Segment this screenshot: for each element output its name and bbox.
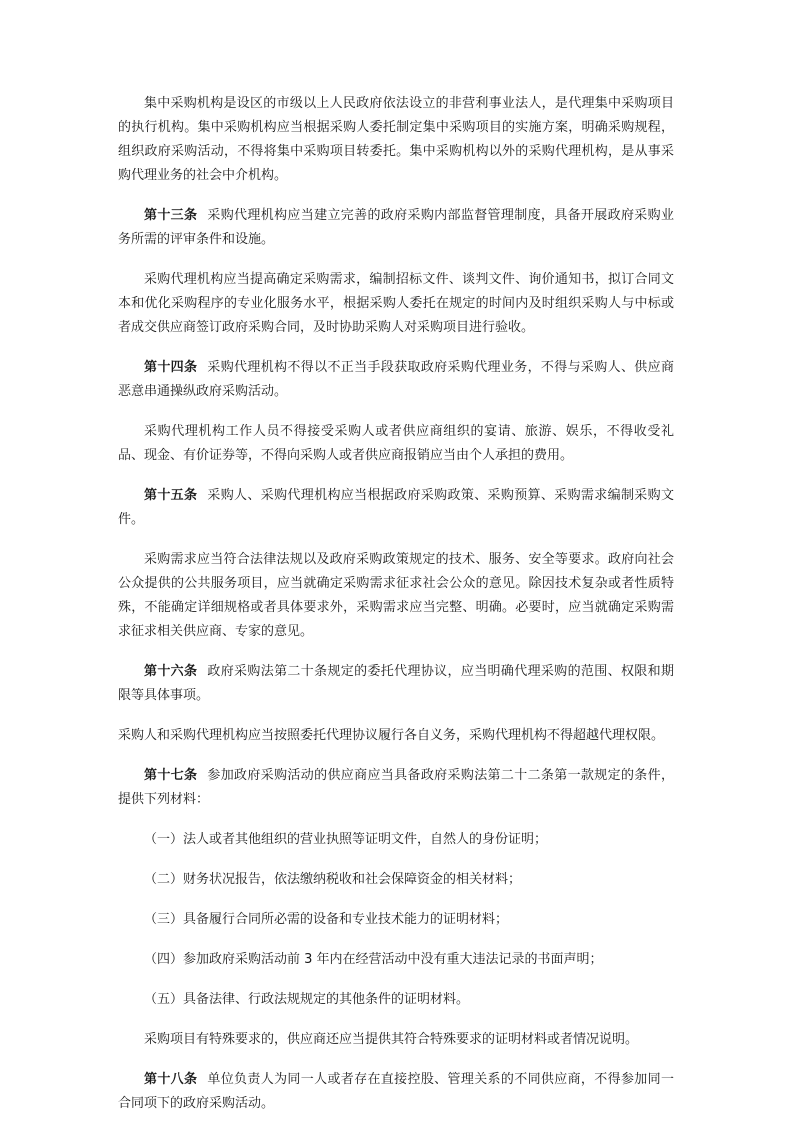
paragraph-intro: [118, 92, 674, 188]
list-item: [118, 948, 674, 972]
paragraph-article-18: [118, 1068, 674, 1116]
paragraph-article-13: [118, 204, 674, 252]
paragraph-text: 参加政府采购活动的供应商应当具备政府采购法第二十二条第一款规定的条件，提供下列材料：: [118, 768, 674, 807]
article-number: 第十七条: [144, 768, 198, 783]
list-item: [118, 988, 674, 1012]
list-item-text: （五）具备法律、行政法规规定的其他条件的证明材料。: [144, 992, 470, 1007]
list-item-text: （二）财务状况报告，依法缴纳税收和社会保障资金的相关材料；: [144, 872, 522, 887]
list-item: [118, 828, 674, 852]
article-number: 第十三条: [144, 208, 198, 223]
paragraph-text: 单位负责人为同一人或者存在直接控股、管理关系的不同供应商，不得参加同一合同项下的政府采购活动。: [118, 1072, 674, 1111]
paragraph-text: 采购代理机构应当提高确定采购需求，编制招标文件、谈判文件、询价通知书，拟订合同文本和优化采购程序的专业化服务水平，根据采购人委托在规定的时间内及时组织采购人与中标或者成交供应商签订政府采购合同，及时协助采购人对采购项目进行验收。: [118, 272, 674, 335]
list-item-text: （三）具备履行合同所必需的设备和专业技术能力的证明材料；: [144, 912, 509, 927]
list-item: [118, 868, 674, 892]
paragraph: [118, 548, 674, 644]
paragraph-text: 采购代理机构应当建立完善的政府采购内部监督管理制度，具备开展政府采购业务所需的评审条件和设施。: [118, 208, 674, 247]
paragraph-text: 采购代理机构不得以不正当手段获取政府采购代理业务，不得与采购人、供应商恶意串通操纵政府采购活动。: [118, 360, 674, 399]
paragraph-text: 采购人、采购代理机构应当根据政府采购政策、采购预算、采购需求编制采购文件。: [118, 488, 674, 527]
paragraph-text: 采购人和采购代理机构应当按照委托代理协议履行各自义务，采购代理机构不得超越代理权限。: [118, 728, 665, 743]
paragraph: [118, 268, 674, 340]
paragraph-article-14: [118, 356, 674, 404]
article-number: 第十五条: [144, 488, 198, 503]
paragraph-article-16: [118, 660, 674, 708]
list-item-text: （四）参加政府采购活动前 3 年内在经营活动中没有重大违法记录的书面声明；: [144, 952, 603, 967]
paragraph-text: 政府采购法第二十条规定的委托代理协议，应当明确代理采购的范围、权限和期限等具体事项。: [118, 664, 674, 703]
list-item-text: （一）法人或者其他组织的营业执照等证明文件，自然人的身份证明；: [144, 832, 548, 847]
list-item: [118, 908, 674, 932]
paragraph: [118, 420, 674, 468]
paragraph-text: 采购项目有特殊要求的，供应商还应当提供其符合特殊要求的证明材料或者情况说明。: [144, 1032, 639, 1047]
paragraph-article-17: [118, 764, 674, 812]
paragraph-text: 集中采购机构是设区的市级以上人民政府依法设立的非营利事业法人，是代理集中采购项目的执行机构。集中采购机构应当根据采购人委托制定集中采购项目的实施方案，明确采购规程，组织政府采购活动，不得将集中采购项目转委托。集中采购机构以外的采购代理机构，是从事采购代理业务的社会中介机构。: [118, 96, 674, 183]
article-number: 第十六条: [144, 664, 198, 679]
paragraph: [118, 724, 674, 748]
paragraph-text: 采购代理机构工作人员不得接受采购人或者供应商组织的宴请、旅游、娱乐，不得收受礼品、现金、有价证券等，不得向采购人或者供应商报销应当由个人承担的费用。: [118, 424, 674, 463]
paragraph: [118, 1028, 674, 1052]
article-number: 第十四条: [144, 360, 198, 375]
document-page: [118, 92, 674, 1132]
paragraph-article-15: [118, 484, 674, 532]
paragraph-text: 采购需求应当符合法律法规以及政府采购政策规定的技术、服务、安全等要求。政府向社会公众提供的公共服务项目，应当就确定采购需求征求社会公众的意见。除因技术复杂或者性质特殊，不能确定详细规格或者具体要求外，采购需求应当完整、明确。必要时，应当就确定采购需求征求相关供应商、专家的意见。: [118, 552, 674, 639]
article-number: 第十八条: [144, 1072, 198, 1087]
